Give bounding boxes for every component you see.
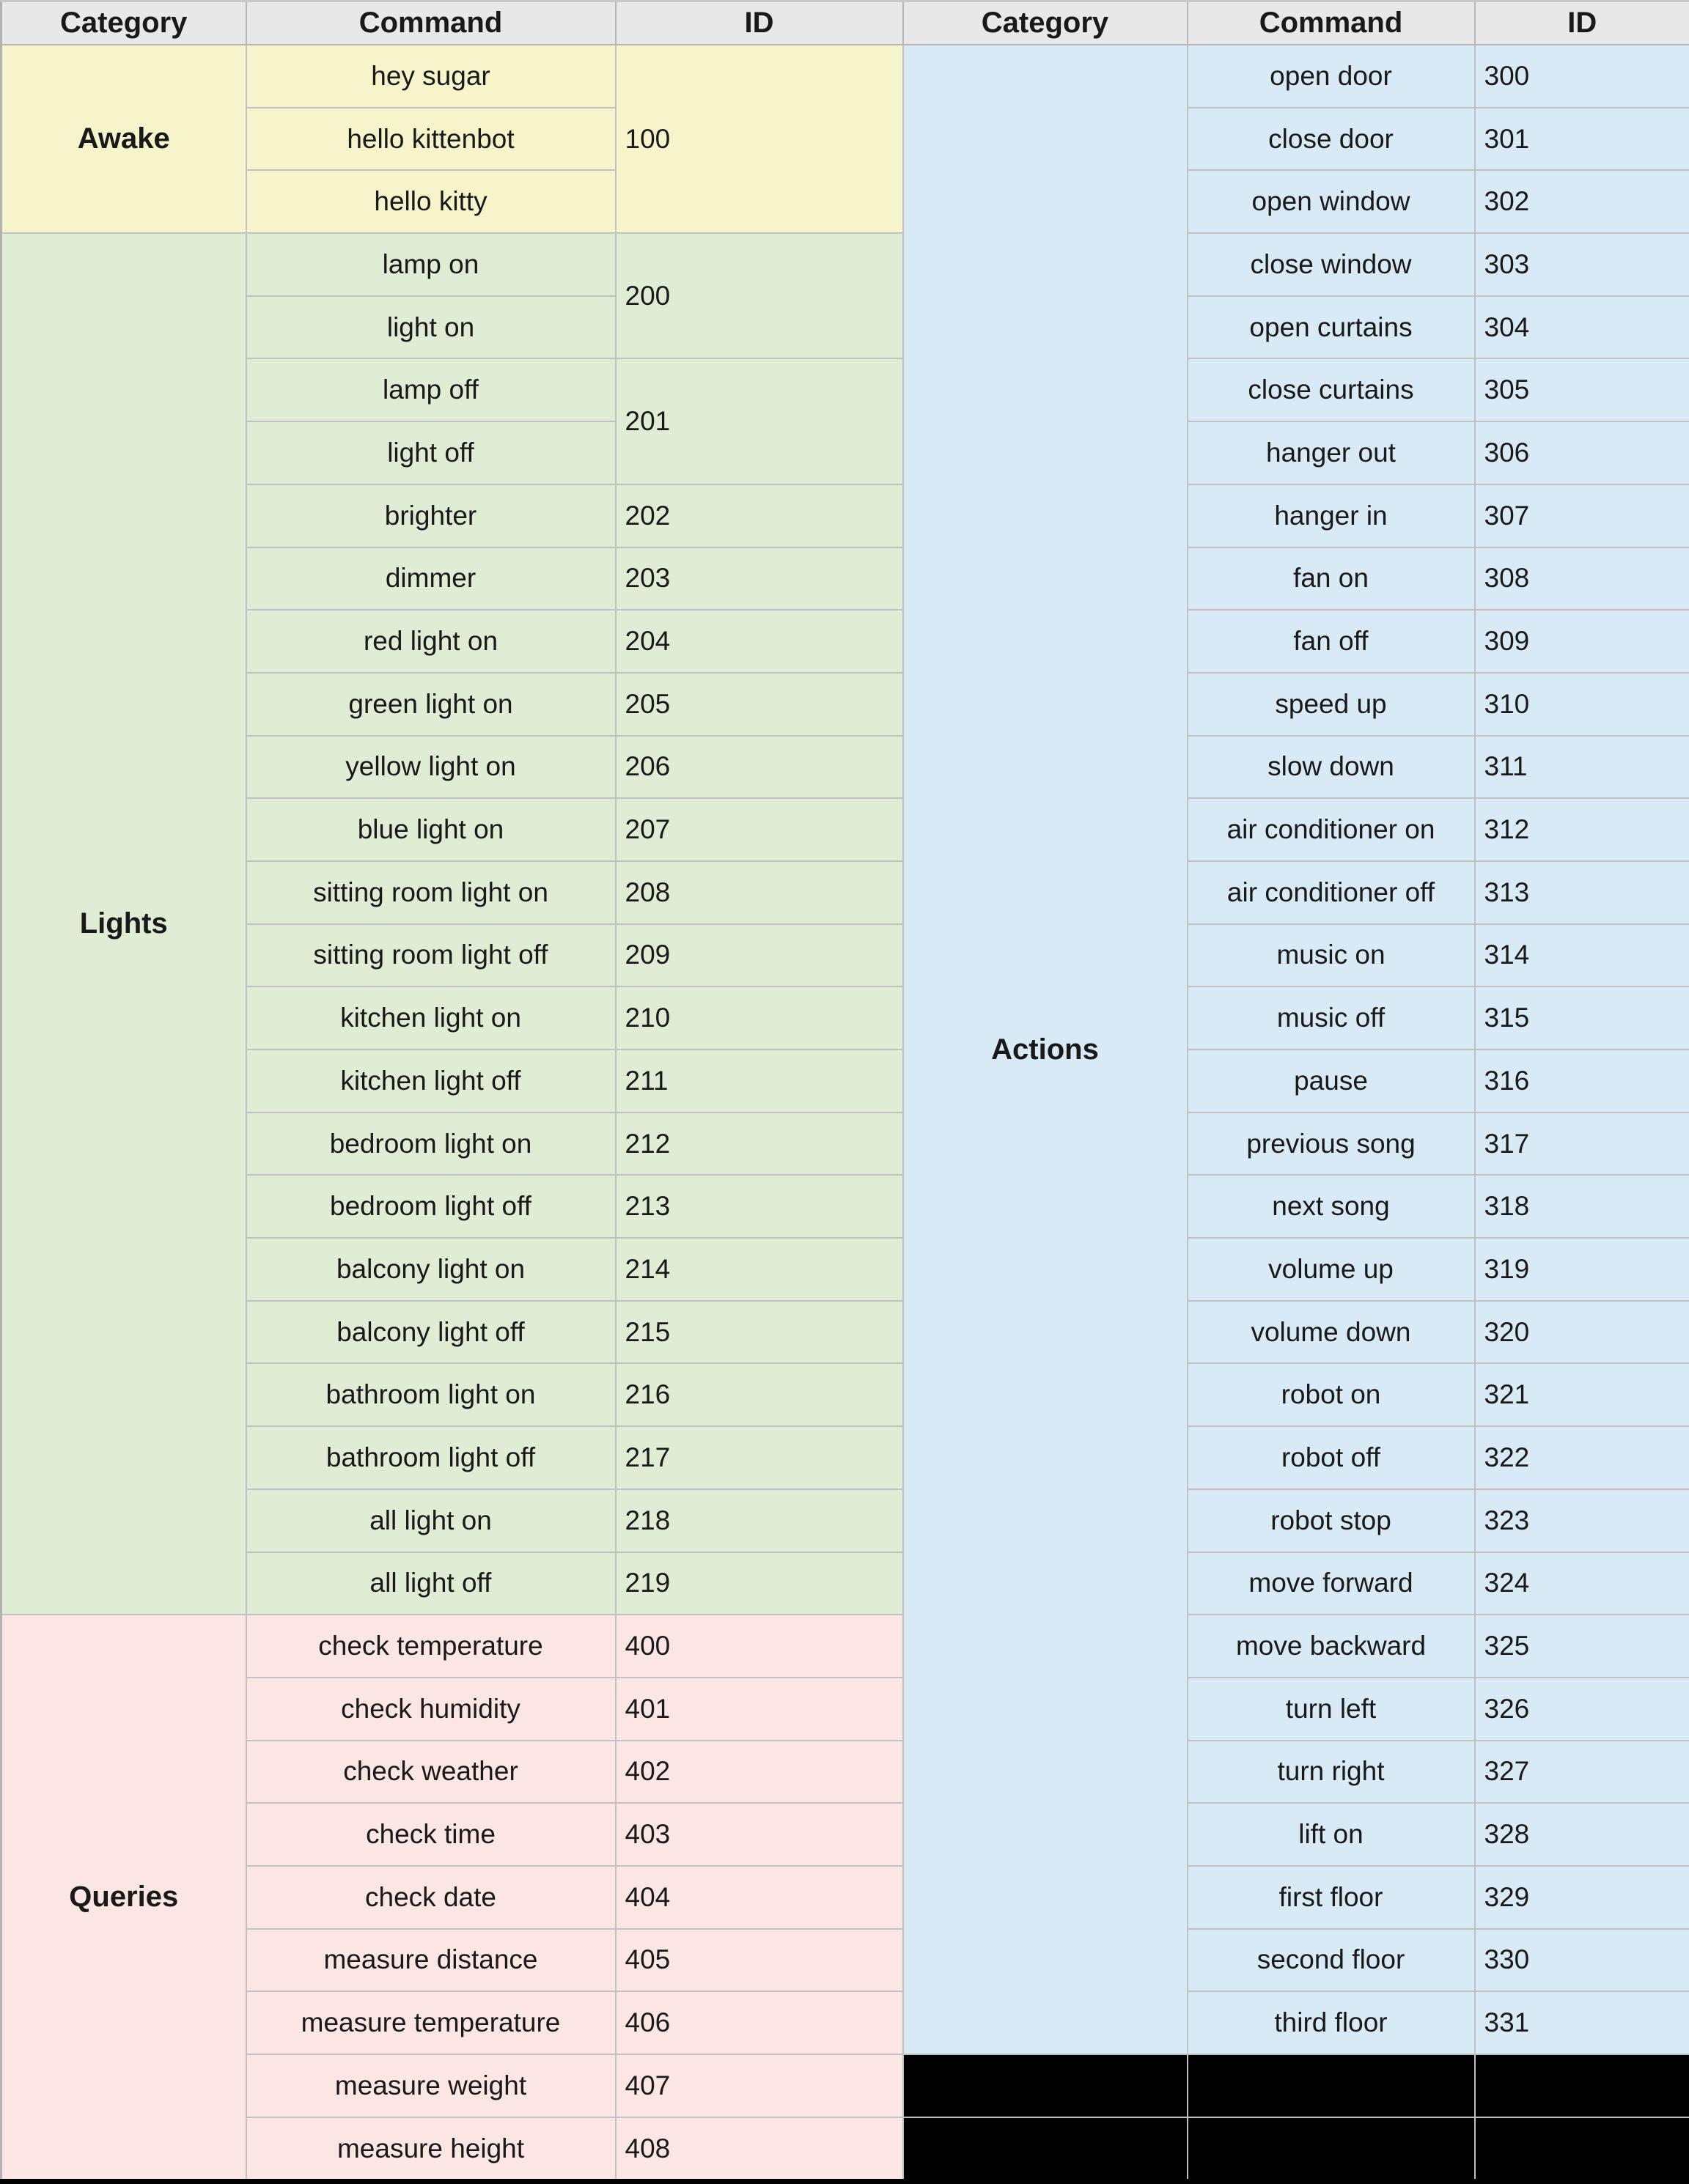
id-cell: 306: [1475, 421, 1689, 484]
command-cell: blue light on: [246, 798, 616, 861]
command-cell: sitting room light on: [246, 861, 616, 924]
table-row: [1, 1238, 1689, 1301]
command-cell: check temperature: [246, 1615, 616, 1678]
id-cell: 324: [1475, 1552, 1689, 1615]
command-cell: close window: [1188, 233, 1475, 296]
command-cell: check time: [246, 1803, 616, 1866]
id-cell: 325: [1475, 1615, 1689, 1678]
command-cell: balcony light on: [246, 1238, 616, 1301]
id-cell: 403: [616, 1803, 903, 1866]
command-cell: slow down: [1188, 736, 1475, 799]
command-cell: all light on: [246, 1489, 616, 1552]
id-cell: 313: [1475, 861, 1689, 924]
category-cell: Actions: [903, 45, 1188, 2054]
table-row: [1, 1301, 1689, 1364]
id-cell: 216: [616, 1363, 903, 1426]
redacted-cell: [1188, 2054, 1475, 2117]
table-row: [1, 1991, 1689, 2054]
command-cell: check humidity: [246, 1678, 616, 1741]
command-cell: close curtains: [1188, 358, 1475, 421]
id-cell: 215: [616, 1301, 903, 1364]
id-cell: 321: [1475, 1363, 1689, 1426]
id-cell: 218: [616, 1489, 903, 1552]
id-cell: 405: [616, 1929, 903, 1992]
table-row: [1, 1049, 1689, 1113]
command-cell: open window: [1188, 170, 1475, 233]
table-row: [1, 1866, 1689, 1929]
command-cell: robot off: [1188, 1426, 1475, 1489]
id-cell: 404: [616, 1866, 903, 1929]
command-cell: all light off: [246, 1552, 616, 1615]
table-row: [1, 547, 1689, 610]
id-cell: 305: [1475, 358, 1689, 421]
command-cell: sitting room light off: [246, 924, 616, 987]
command-cell: robot on: [1188, 1363, 1475, 1426]
id-cell: 303: [1475, 233, 1689, 296]
table-row: [1, 924, 1689, 987]
id-cell: 400: [616, 1615, 903, 1678]
table-row: [1, 1426, 1689, 1489]
id-cell: 300: [1475, 45, 1689, 108]
command-cell: light on: [246, 296, 616, 359]
id-cell: 213: [616, 1175, 903, 1238]
table-row: [1, 1678, 1689, 1741]
command-cell: open door: [1188, 45, 1475, 108]
command-cell: yellow light on: [246, 736, 616, 799]
table-row: [1, 861, 1689, 924]
id-cell: 214: [616, 1238, 903, 1301]
command-cell: bedroom light off: [246, 1175, 616, 1238]
command-cell: first floor: [1188, 1866, 1475, 1929]
redacted-cell: [1475, 2054, 1689, 2117]
id-cell: 212: [616, 1113, 903, 1176]
table-row: [1, 1803, 1689, 1866]
command-cell: air conditioner off: [1188, 861, 1475, 924]
command-cell: move backward: [1188, 1615, 1475, 1678]
table-row: [1, 1615, 1689, 1678]
command-cell: hello kittenbot: [246, 108, 616, 171]
table-row: [1, 45, 1689, 108]
table-row: [1, 986, 1689, 1049]
id-cell: 402: [616, 1741, 903, 1804]
table-row: [1, 358, 1689, 421]
id-cell: 201: [616, 358, 903, 484]
table-row: [1, 1363, 1689, 1426]
table-row: [1, 1552, 1689, 1615]
command-cell: lamp off: [246, 358, 616, 421]
command-cell: measure height: [246, 2117, 616, 2182]
command-cell: measure distance: [246, 1929, 616, 1992]
table-row: [1, 484, 1689, 547]
command-cell: hello kitty: [246, 170, 616, 233]
command-cell: third floor: [1188, 1991, 1475, 2054]
command-cell: hanger in: [1188, 484, 1475, 547]
id-cell: 329: [1475, 1866, 1689, 1929]
id-cell: 208: [616, 861, 903, 924]
id-cell: 209: [616, 924, 903, 987]
id-cell: 408: [616, 2117, 903, 2182]
id-cell: 328: [1475, 1803, 1689, 1866]
command-cell: red light on: [246, 610, 616, 673]
id-cell: 315: [1475, 986, 1689, 1049]
command-cell: music on: [1188, 924, 1475, 987]
command-cell: hey sugar: [246, 45, 616, 108]
id-cell: 401: [616, 1678, 903, 1741]
command-cell: next song: [1188, 1175, 1475, 1238]
redacted-cell: [1188, 2117, 1475, 2182]
table-row: [1, 233, 1689, 296]
command-cell: kitchen light on: [246, 986, 616, 1049]
category-cell: Awake: [1, 45, 246, 233]
id-cell: 301: [1475, 108, 1689, 171]
command-cell: dimmer: [246, 547, 616, 610]
command-cell: light off: [246, 421, 616, 484]
id-cell: 204: [616, 610, 903, 673]
command-cell: measure weight: [246, 2054, 616, 2117]
id-cell: 407: [616, 2054, 903, 2117]
table-body: [1, 45, 1689, 2182]
column-header-category-right: Category: [903, 1, 1188, 45]
column-header-command-right: Command: [1188, 1, 1475, 45]
id-cell: 316: [1475, 1049, 1689, 1113]
id-cell: 210: [616, 986, 903, 1049]
redacted-cell: [903, 2054, 1188, 2117]
table-row: [1, 1175, 1689, 1238]
redacted-cell: [1475, 2117, 1689, 2182]
id-cell: 331: [1475, 1991, 1689, 2054]
id-cell: 322: [1475, 1426, 1689, 1489]
command-cell: balcony light off: [246, 1301, 616, 1364]
command-cell: fan on: [1188, 547, 1475, 610]
id-cell: 308: [1475, 547, 1689, 610]
table-row: [1, 1113, 1689, 1176]
command-cell: turn right: [1188, 1741, 1475, 1804]
id-cell: 319: [1475, 1238, 1689, 1301]
command-cell: kitchen light off: [246, 1049, 616, 1113]
id-cell: 100: [616, 45, 903, 233]
table-row: [1, 2054, 1689, 2117]
id-cell: 311: [1475, 736, 1689, 799]
id-cell: 302: [1475, 170, 1689, 233]
command-cell: hanger out: [1188, 421, 1475, 484]
id-cell: 206: [616, 736, 903, 799]
category-cell: Queries: [1, 1615, 246, 2182]
command-cell: speed up: [1188, 673, 1475, 736]
id-cell: 200: [616, 233, 903, 358]
command-cell: fan off: [1188, 610, 1475, 673]
id-cell: 320: [1475, 1301, 1689, 1364]
command-cell: bathroom light off: [246, 1426, 616, 1489]
table-row: [1, 1929, 1689, 1992]
command-cell: second floor: [1188, 1929, 1475, 1992]
table-row: [1, 2117, 1689, 2182]
command-cell: green light on: [246, 673, 616, 736]
table-row: [1, 736, 1689, 799]
column-header-category-left: Category: [1, 1, 246, 45]
command-cell: brighter: [246, 484, 616, 547]
command-cell: close door: [1188, 108, 1475, 171]
category-cell: Lights: [1, 233, 246, 1615]
id-cell: 203: [616, 547, 903, 610]
table-row: [1, 1489, 1689, 1552]
id-cell: 330: [1475, 1929, 1689, 1992]
id-cell: 323: [1475, 1489, 1689, 1552]
id-cell: 317: [1475, 1113, 1689, 1176]
command-cell: music off: [1188, 986, 1475, 1049]
column-header-id-right: ID: [1475, 1, 1689, 45]
table-row: [1, 673, 1689, 736]
id-cell: 211: [616, 1049, 903, 1113]
id-cell: 307: [1475, 484, 1689, 547]
table-row: [1, 610, 1689, 673]
id-cell: 219: [616, 1552, 903, 1615]
id-cell: 327: [1475, 1741, 1689, 1804]
command-cell: turn left: [1188, 1678, 1475, 1741]
id-cell: 207: [616, 798, 903, 861]
id-cell: 217: [616, 1426, 903, 1489]
redacted-cell: [903, 2117, 1188, 2182]
command-cell: pause: [1188, 1049, 1475, 1113]
command-cell: volume down: [1188, 1301, 1475, 1364]
command-cell: previous song: [1188, 1113, 1475, 1176]
id-cell: 304: [1475, 296, 1689, 359]
id-cell: 318: [1475, 1175, 1689, 1238]
command-cell: check weather: [246, 1741, 616, 1804]
id-cell: 326: [1475, 1678, 1689, 1741]
table-row: [1, 798, 1689, 861]
id-cell: 312: [1475, 798, 1689, 861]
column-header-command-left: Command: [246, 1, 616, 45]
command-cell: check date: [246, 1866, 616, 1929]
command-cell: open curtains: [1188, 296, 1475, 359]
command-cell: move forward: [1188, 1552, 1475, 1615]
command-cell: bathroom light on: [246, 1363, 616, 1426]
id-cell: 309: [1475, 610, 1689, 673]
command-cell: measure temperature: [246, 1991, 616, 2054]
id-cell: 314: [1475, 924, 1689, 987]
command-cell: bedroom light on: [246, 1113, 616, 1176]
id-cell: 406: [616, 1991, 903, 2054]
command-cell: robot stop: [1188, 1489, 1475, 1552]
command-cell: volume up: [1188, 1238, 1475, 1301]
command-cell: lamp on: [246, 233, 616, 296]
table-row: [1, 1741, 1689, 1804]
column-header-id-left: ID: [616, 1, 903, 45]
command-cell: air conditioner on: [1188, 798, 1475, 861]
id-cell: 310: [1475, 673, 1689, 736]
header-row: [1, 1, 1689, 45]
id-cell: 202: [616, 484, 903, 547]
id-cell: 205: [616, 673, 903, 736]
command-cell: lift on: [1188, 1803, 1475, 1866]
